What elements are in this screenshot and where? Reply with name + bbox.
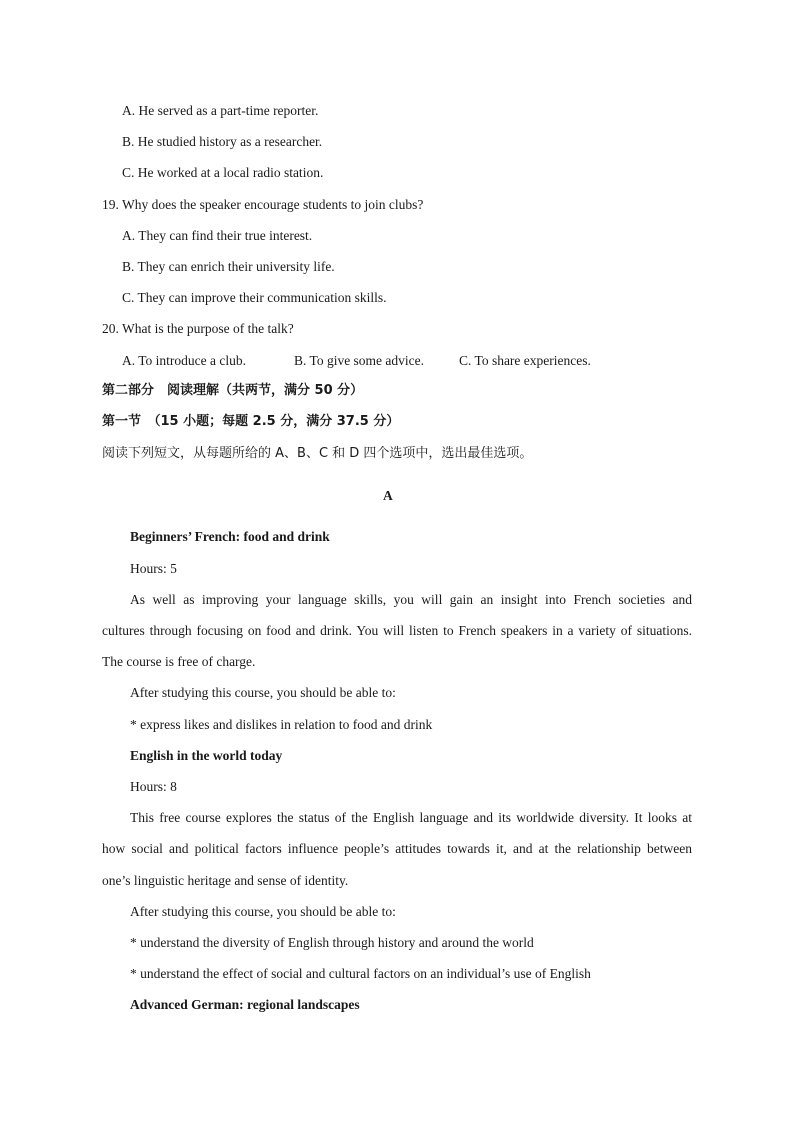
course-title-german: Advanced German: regional landscapes bbox=[130, 997, 360, 1012]
q18-option-b: B. He studied history as a researcher. bbox=[122, 134, 323, 149]
course-after-french: After studying this course, you should be able to: bbox=[130, 685, 396, 700]
course-point-english-1: * understand the diversity of English through history and around the world bbox=[130, 935, 534, 950]
q18-option-c: C. He worked at a local radio station. bbox=[122, 165, 324, 180]
q20-option-b: B. To give some advice. bbox=[294, 353, 425, 368]
section1-heading: 第一节 （15 小题；每题 2.5 分，满分 37.5 分） bbox=[102, 414, 400, 429]
course-hours-french: Hours: 5 bbox=[130, 561, 177, 576]
course-desc-french-line1: As well as improving your language skills, you will gain an insight into French societies and bbox=[130, 592, 692, 607]
course-point-french-1: * express likes and dislikes in relation to food and drink bbox=[130, 717, 433, 732]
course-desc-french-line3: The course is free of charge. bbox=[102, 654, 256, 669]
q18-option-a: A. He served as a part-time reporter. bbox=[122, 103, 319, 118]
course-desc-english-line3: one’s linguistic heritage and sense of identity. bbox=[102, 873, 349, 888]
q19-question: 19. Why does the speaker encourage students to join clubs? bbox=[102, 197, 424, 212]
course-desc-english-line1: This free course explores the status of the English language and its worldwide diversity. It looks at bbox=[130, 810, 692, 825]
course-desc-french-line2: cultures through focusing on food and drink. You will listen to French speakers in a variety of situations. bbox=[102, 623, 692, 638]
course-after-english: After studying this course, you should be able to: bbox=[130, 904, 396, 919]
part2-heading: 第二部分 阅读理解（共两节，满分 50 分） bbox=[102, 383, 364, 398]
q19-option-a: A. They can find their true interest. bbox=[122, 228, 313, 243]
course-point-english-2: * understand the effect of social and cultural factors on an individual’s use of English bbox=[130, 966, 591, 981]
q20-option-c: C. To share experiences. bbox=[459, 353, 591, 368]
course-hours-english: Hours: 8 bbox=[130, 779, 177, 794]
passage-label: A bbox=[383, 488, 393, 503]
q19-option-c: C. They can improve their communication skills. bbox=[122, 290, 387, 305]
q20-option-a: A. To introduce a club. bbox=[122, 353, 247, 368]
q20-question: 20. What is the purpose of the talk? bbox=[102, 321, 294, 336]
course-desc-english-line2: how social and political factors influence people’s attitudes towards it, and at the relationship between bbox=[102, 841, 692, 856]
course-title-french: Beginners’ French: food and drink bbox=[130, 529, 330, 544]
q19-option-b: B. They can enrich their university life. bbox=[122, 259, 335, 274]
course-title-english: English in the world today bbox=[130, 748, 283, 763]
reading-instruction: 阅读下列短文，从每题所给的 A、B、C 和 D 四个选项中，选出最佳选项。 bbox=[102, 446, 533, 461]
